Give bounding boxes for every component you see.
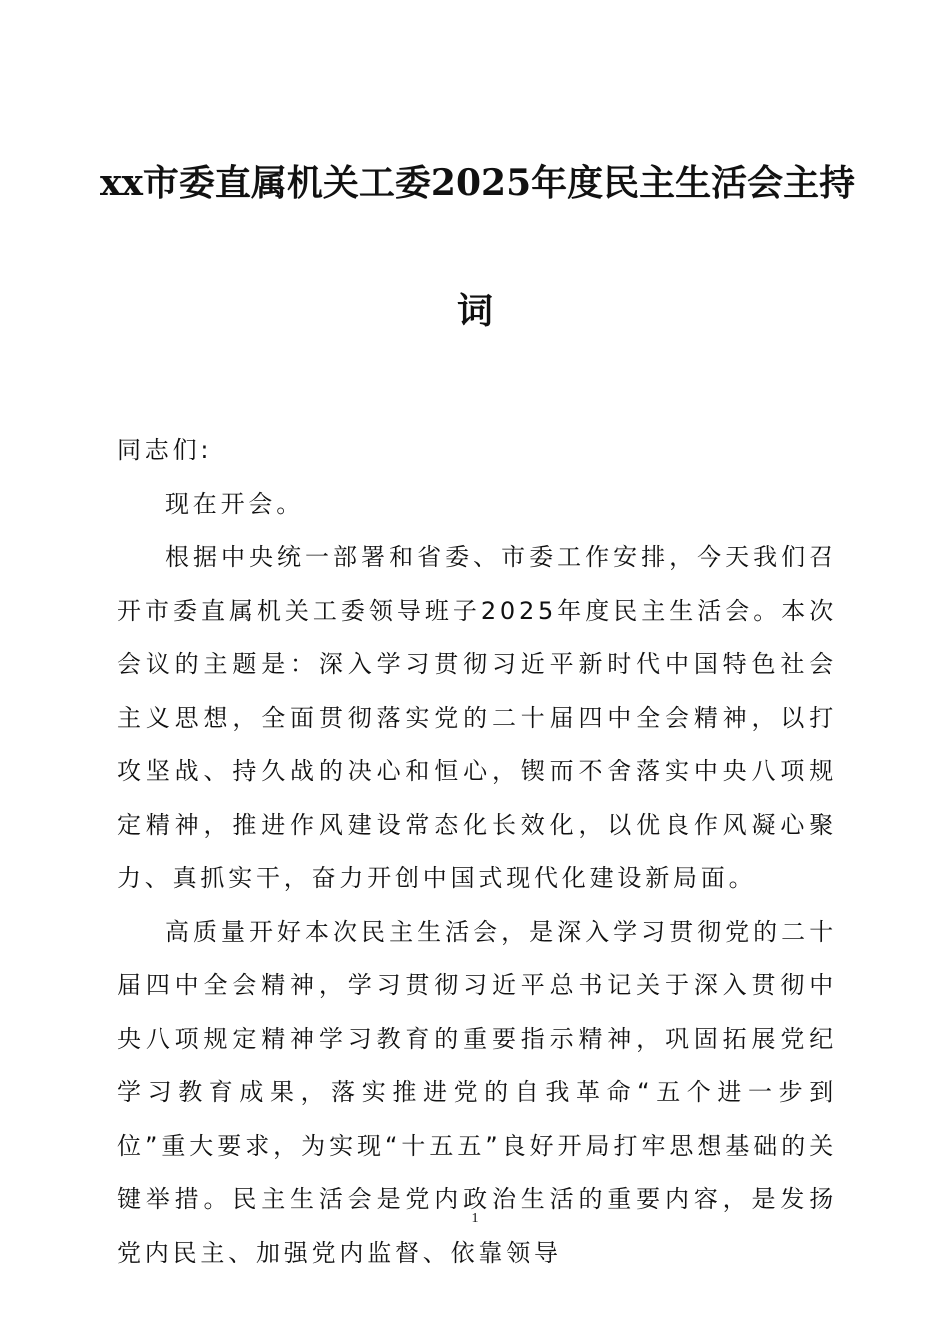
- paragraph-meeting-theme: 根据中央统一部署和省委、市委工作安排，今天我们召开市委直属机关工委领导班子2025年度民主生活会。本次会议的主题是：深入学习贯彻习近平新时代中国特色社会主义思想，全面贯彻落实党的二十届四中全会精神，以打攻坚战、持久战的决心和恒心，锲而不舍落实中央八项规定精神，推进作风建设常态化长效化，以优良作风凝心聚力、真抓实干，奋力开创中国式现代化建设新局面。: [117, 543, 837, 892]
- document-title-line2: 词: [456, 290, 493, 332]
- page-number: 1: [471, 1211, 479, 1226]
- document-body: [117, 424, 837, 1280]
- paragraph-opening: 现在开会。: [165, 489, 304, 518]
- document-title-line1: xx市委直属机关工委2025年度民主生活会主持: [100, 162, 856, 204]
- paragraph-significance: 高质量开好本次民主生活会，是深入学习贯彻党的二十届四中全会精神，学习贯彻习近平总书记关于深入贯彻中央八项规定精神学习教育的重要指示精神，巩固拓展党纪学习教育成果，落实推进党的自我革命“五个进一步到位”重大要求，为实现“十五五”良好开局打牢思想基础的关键举措。民主生活会是党内政治生活的重要内容，是发扬党内民主、加强党内监督、依靠领导: [117, 917, 837, 1267]
- salutation: 同志们:: [117, 436, 213, 464]
